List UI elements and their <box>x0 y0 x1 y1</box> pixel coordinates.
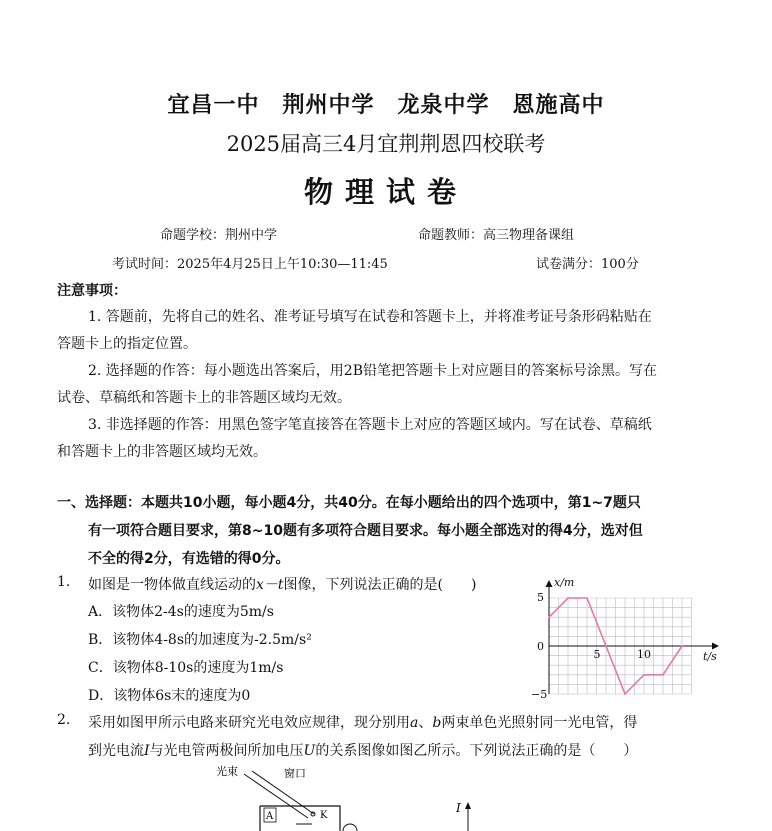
q2-stem-line-2: 到光电流I与光电管两极间所加电压U的关系图像如图乙所示。下列说法正确的是（ ） <box>88 743 638 759</box>
data-point <box>624 693 626 695</box>
note-3a: 3. 非选择题的作答：用黑色签字笔直接答在答题卡上对应的答题区域内。写在试卷、草稿纸 <box>88 417 652 433</box>
y-axis-label: x/m <box>554 576 575 589</box>
fig-cathode-label: K <box>320 810 328 821</box>
note-2a: 2. 选择题的作答：每小题选出答案后，用2B铅笔把答题卡上对应题目的答案标号涂黑。写在 <box>88 363 658 379</box>
meta-score: 试卷满分：100分 <box>536 257 639 272</box>
exam-name: 2025届高三4月宜荆荆恩四校联考 <box>226 132 546 156</box>
fig-beam-label: 光束 <box>216 765 238 778</box>
q1-stem: 如图是一物体做直线运动的x－t图像，下列说法正确的是( ) <box>88 577 477 593</box>
x-tick-label-5: 5 <box>593 648 601 661</box>
q1-xt-chart <box>526 572 726 704</box>
data-point <box>586 597 588 599</box>
q2-circuit-figure <box>200 760 370 831</box>
section-line-2: 有一项符合题目要求，第8~10题有多项符合题目要求。每小题全部选对的得4分，选对但 <box>88 523 643 539</box>
data-point <box>681 645 683 647</box>
note-2b: 试卷、草稿纸和答题卡上的非答题区域均无效。 <box>57 390 351 406</box>
section-line-1: 一、选择题：本题共10小题，每小题4分，共40分。在每小题给出的四个选项中，第1~7题只 <box>57 495 641 511</box>
note-1a: 1. 答题前，先将自己的姓名、准考证号填写在试卷和答题卡上，并将准考证号条形码粘贴在 <box>88 309 652 325</box>
note-1b: 答题卡上的指定位置。 <box>57 336 197 352</box>
fig-anode-label: A <box>266 811 274 822</box>
fig-current-axis-arrow <box>465 802 471 809</box>
q1-number: 1. <box>57 574 71 590</box>
school-names: 宜昌一中 荆州中学 龙泉中学 恩施高中 <box>167 93 605 118</box>
q2-iu-graph-figure <box>452 796 482 831</box>
meter-circle <box>343 824 357 831</box>
meta-school: 命题学校：荆州中学 <box>160 228 278 243</box>
y-tick-label-5: 5 <box>537 591 544 604</box>
y-axis-arrow <box>546 580 553 587</box>
data-point <box>643 674 645 676</box>
note-3b: 和答题卡上的非答题区域均无效。 <box>57 444 267 460</box>
fig-window-label: 窗口 <box>284 767 306 780</box>
q1-option-c: C．该物体8-10s的速度为1m/s <box>88 660 284 676</box>
meta-time: 考试时间：2025年4月25日上午10:30—11:45 <box>112 257 388 272</box>
x-axis-arrow <box>712 643 719 650</box>
data-point <box>662 674 664 676</box>
q1-option-d: D．该物体6s末的速度为0 <box>88 688 251 704</box>
q2-stem-line-1: 采用如图甲所示电路来研究光电效应规律，现分别用a、b两束单色光照射同一光电管，得 <box>88 715 638 731</box>
origin-label: 0 <box>537 640 544 653</box>
meta-teacher: 命题教师：高三物理备课组 <box>418 228 575 243</box>
q1-option-b: B．该物体4-8s的加速度为-2.5m/s² <box>88 632 312 648</box>
data-point <box>567 597 569 599</box>
section-line-3: 不全的得2分，有选错的得0分。 <box>88 551 290 567</box>
fig-current-axis-label: I <box>456 801 461 815</box>
subject-title: 物理试卷 <box>303 175 468 209</box>
y-tick-label-minus-5: −5 <box>531 688 548 701</box>
notes-title: 注意事项： <box>57 283 127 299</box>
cathode-dot <box>311 812 315 816</box>
x-tick-label-10: 10 <box>637 648 651 661</box>
data-point <box>548 616 550 618</box>
x-axis-label: t/s <box>703 650 717 663</box>
q1-option-a: A．该物体2-4s的速度为5m/s <box>88 604 274 620</box>
q2-number: 2. <box>57 712 71 728</box>
